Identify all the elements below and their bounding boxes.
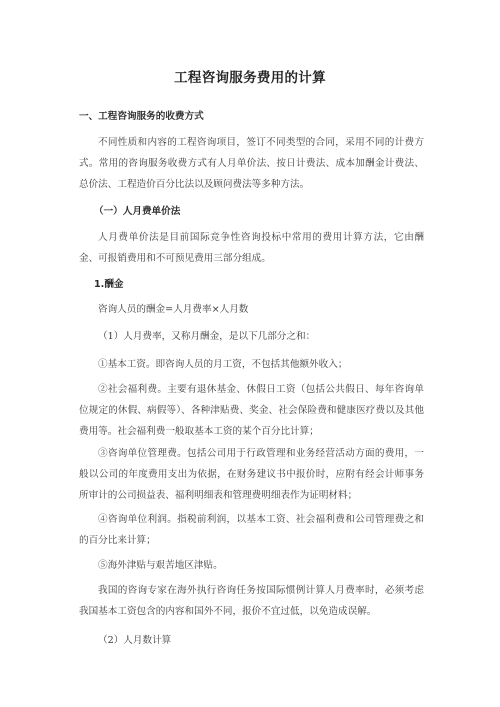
- list-item-profit: ④咨询单位利润。指税前利润，以基本工资、社会福利费和公司管理费之和的百分比来计算；: [79, 514, 424, 546]
- subsection-heading-man-month-rate: （一）人月费单价法: [94, 206, 181, 217]
- paragraph-man-month-rate: 人月费单价法是目前国际竞争性咨询投标中常用的费用计算方法，它由酬金、可报销费用和不可预见费用三部分组成。: [79, 232, 424, 264]
- list-item-overseas-allowance: ⑤海外津贴与艰苦地区津贴。: [98, 560, 223, 571]
- paragraph-charging-methods: 不同性质和内容的工程咨询项目，签订不同类型的合同，采用不同的计费方式。常用的咨询服务收费方式有人月单价法、按日计费法、成本加酬金计费法、总价法、工程造价百分比法以及顾问费法等多种方法。: [79, 137, 424, 190]
- point-man-month-rate: （1）人月费率，又称月酬金，是以下几部分之和：: [98, 331, 316, 342]
- document-title: 工程咨询服务费用的计算: [174, 70, 326, 86]
- remuneration-formula: 咨询人员的酬金=人月费率×人月数: [98, 304, 249, 315]
- point-man-month-count: （2）人月数计算: [98, 635, 172, 646]
- item-heading-remuneration: 1.酬金: [94, 279, 124, 290]
- paragraph-overseas-note: 我国的咨询专家在海外执行咨询任务按国际惯例计算人月费率时，必须考虑我国基本工资包含的内容和国外不同，报价不宜过低，以免造成误解。: [79, 585, 424, 617]
- list-item-basic-salary: ①基本工资。即咨询人员的月工资，不包括其他额外收入；: [98, 359, 348, 370]
- list-item-social-welfare: ②社会福利费。主要有退休基金、休假日工资（包括公共假日、每年咨询单位规定的休假、病假等）、各种津贴费、奖金、社会保险费和健康医疗费以及其他费用等。社会福利费一般取基本工资的某个百分比计算；: [79, 384, 424, 437]
- list-item-management-fee: ③咨询单位管理费。包括公司用于行政管理和业务经营活动方面的费用，一般以公司的年度费用支出为依据，在财务建议书中报价时，应附有经会计师事务所审计的公司损益表、福利明细表和管理费明细表作为证明材料；: [79, 448, 424, 501]
- section-heading-charging-methods: 一、工程咨询服务的收费方式: [79, 111, 204, 122]
